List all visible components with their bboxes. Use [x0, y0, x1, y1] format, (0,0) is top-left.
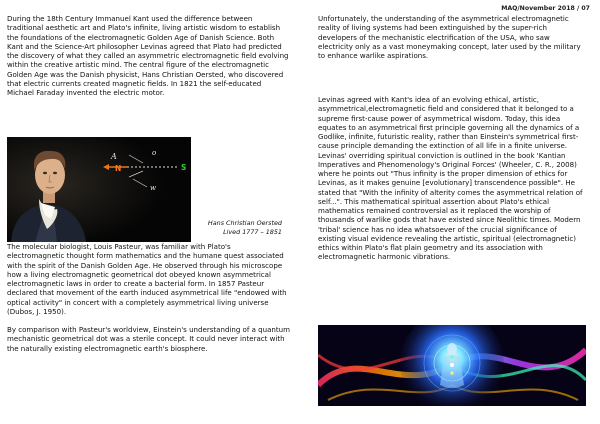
levinas-paragraph: Levinas agreed with Kant's idea of an evolving ethical, artistic, asymmetrical,electromagnetic field and considered that it belonged to a supreme first-cause power of asymmetrical wisdom. Today, this idea equates to an asymmetrical first principle governing all the dynamics of a Godlike, infinite, futuristic reality, rather than Einstein's symmetrical first-cause principle demanding the extinction of all life in a finite universe. Levinas' overriding spiritual conviction is outlined in the book 'Kantian Imperatives and Phenomenology's Original Forces' (Wheeler, C. R., 2008) where he points out "Thus infinity is the proper dimension of ethics for Levinas, as it makes genuine [evolutionary] transcendence possible". He stated that "With the infinity of alterity comes the asymmetrical relation of self...". This mathematical spiritual assertion about Plato's ethical mathematics remained controversial as it replaced the worship of thousands of warlike gods that have existed since Neolithic times. Modern 'tribal' science has no idea whatsoever of the crucial significance of existing visual evidence revealing the artistic, spiritual (electromagnetic) ethics within Plato's flat plain geometry and its association with electromagnetic harmonic vibrations. [318, 95, 583, 262]
left-column-top [7, 14, 290, 97]
spiritual-energy-art [318, 325, 586, 406]
pasteur-paragraph: The molecular biologist, Louis Pasteur, was familiar with Plato's electromagnetic thought form mathematics and the humane quest associated with the spirit of the Danish Golden Age. He observed through his microscope how a living electromagnetic geometrical dot obeyed known asymmetrical electromagnetic laws in order to create a bacterial form. In 1857 Pasteur declared that movement of the earth induced asymmetrical life "endowed with optical activity" in concert with a completely asymmetrical living universe (Dubos, J. 1950). [7, 242, 287, 316]
portrait-caption [196, 219, 282, 237]
label-w: w [150, 184, 156, 192]
spiritual-energy-image [318, 325, 586, 406]
label-south: S [181, 163, 187, 172]
label-a: A [111, 152, 117, 161]
left-column-bottom [7, 242, 290, 353]
caption-dates: Lived 1777 – 1851 [223, 228, 282, 236]
oersted-portrait [7, 137, 191, 242]
caption-name: Hans Christian Oersted [207, 219, 282, 227]
extinguished-paragraph: Unfortunately, the understanding of the asymmetrical electromagnetic reality of living systems had been extinguished by the super-rich developers of the mechanistic electrification of the USA, who saw electricity only as a vast moneymaking concept, later used by the military to enhance warlike aspirations. [318, 14, 581, 60]
intro-paragraph: During the 18th Century Immanuel Kant used the difference between traditional aesthetic art and Plato's infinite, living artistic wisdom to establish the foundations of the electromagnetic Golden Age of Danish Science. Both Kant and the Science-Art philosopher Levinas agreed that Plato had predicted the discovery of what they called an asymmetric electromagnetic field evolving within the creative artistic mind. The central figure of the electromagnetic Golden Age was the Danish physicist, Hans Christian Oersted, who discovered that electric currents created magnetic fields. In 1821 the self-educated Michael Faraday invented the electric motor. [7, 14, 289, 97]
right-column-main [318, 95, 586, 262]
label-north: N [115, 164, 122, 173]
einstein-paragraph: By comparison with Pasteur's worldview, Einstein's understanding of a quantum mechanistic geometrical dot was a sterile concept. It could never interact with the naturally existing electromagnetic earth's biosphere. [7, 325, 290, 353]
issue-header: MAQ/November 2018 / 07 [501, 5, 590, 12]
oersted-portrait-art [7, 137, 191, 242]
right-column-top [318, 14, 586, 60]
label-o: o [152, 149, 157, 157]
